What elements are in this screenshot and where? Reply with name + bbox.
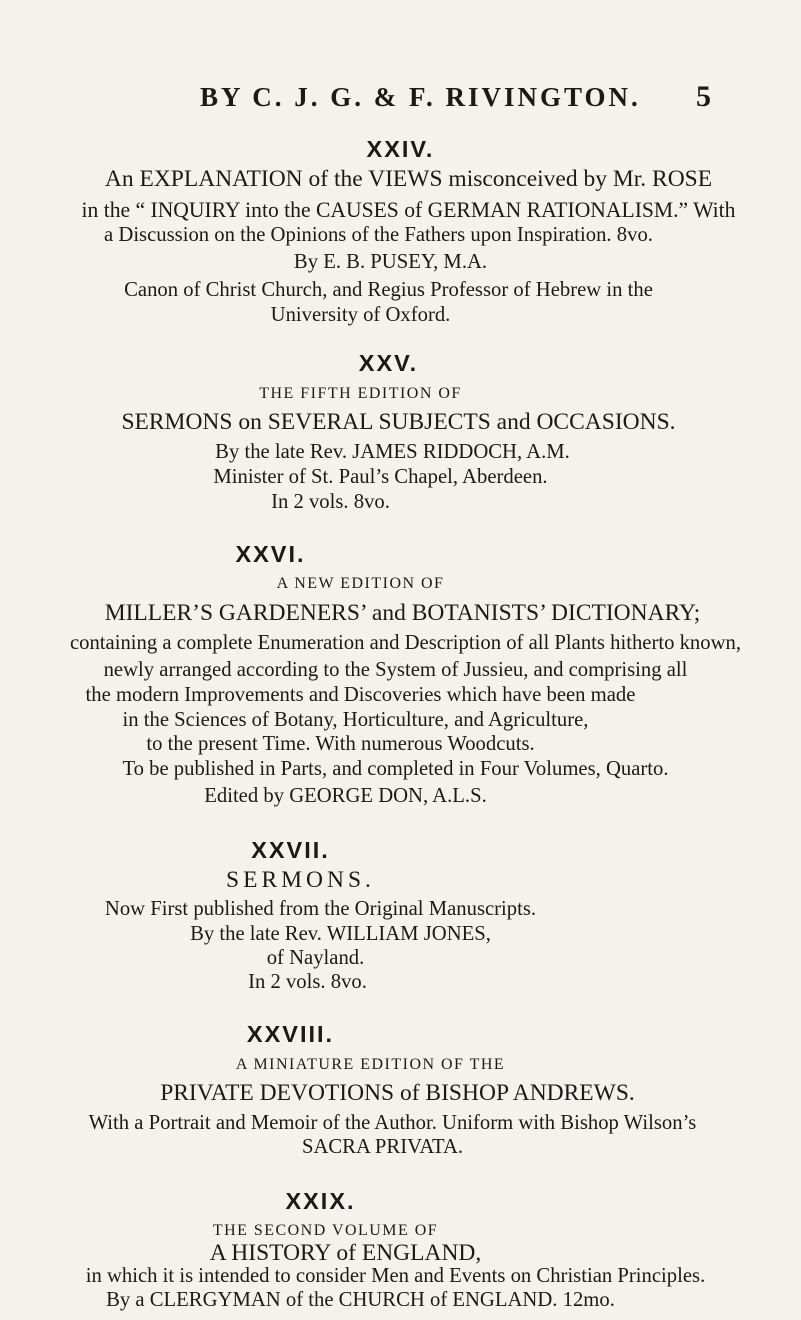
- entry-line: An EXPLANATION of the VIEWS misconceived by Mr. ROSE: [104, 166, 713, 193]
- entry-numeral: XXIX.: [285, 1187, 356, 1214]
- entry-line: By the late Rev. JAMES RIDDOCH, A.M.: [215, 440, 570, 463]
- entry-line: PRIVATE DEVOTIONS of BISHOP ANDREWS.: [160, 1080, 635, 1107]
- entry-line: Canon of Christ Church, and Regius Professor of Hebrew in the: [124, 278, 653, 301]
- entry-line: in which it is intended to consider Men and Events on Christian Principles.: [85, 1265, 706, 1288]
- entry-numeral: XXVIII.: [246, 1021, 335, 1048]
- entry-line: SACRA PRIVATA.: [301, 1135, 464, 1158]
- entry-line: Minister of St. Paul’s Chapel, Aberdeen.: [213, 465, 548, 488]
- entry-line: in the “ INQUIRY into the CAUSES of GERMAN RATIONALISM.” With: [81, 197, 736, 222]
- entry-line: In 2 vols. 8vo.: [271, 491, 390, 514]
- entry-line: MILLER’S GARDENERS’ and BOTANISTS’ DICTIONARY;: [104, 600, 701, 627]
- entry-numeral: XXIV.: [366, 136, 435, 162]
- page-number: 5: [696, 80, 711, 113]
- entry-line: SERMONS.: [226, 866, 375, 893]
- entry-numeral: XXVII.: [251, 837, 330, 864]
- entry-line: the modern Improvements and Discoveries which have been made: [85, 683, 636, 706]
- entry-line: THE FIFTH EDITION OF: [259, 384, 462, 402]
- entry-line: A NEW EDITION OF: [276, 575, 445, 593]
- entry-line: A HISTORY of ENGLAND,: [209, 1240, 482, 1267]
- entry-line: With a Portrait and Memoir of the Author. Uniform with Bishop Wilson’s: [88, 1111, 697, 1134]
- entry-line: In 2 vols. 8vo.: [248, 970, 367, 993]
- entry-line: to the present Time. With numerous Woodcuts.: [146, 733, 535, 756]
- entry-line: By a CLERGYMAN of the CHURCH of ENGLAND. 12mo.: [106, 1289, 615, 1311]
- entry-line: THE SECOND VOLUME OF: [212, 1222, 439, 1240]
- entry-line: containing a complete Enumeration and Description of all Plants hitherto known,: [69, 632, 742, 655]
- entry-numeral: XXV.: [358, 350, 419, 377]
- entry-line: Edited by GEORGE DON, A.L.S.: [204, 784, 487, 807]
- entry-line: a Discussion on the Opinions of the Fathers upon Inspiration. 8vo.: [104, 223, 653, 246]
- entry-line: in the Sciences of Botany, Horticulture, and Agriculture,: [122, 708, 589, 731]
- entry-numeral: XXVI.: [235, 540, 306, 567]
- entry-line: Now First published from the Original Manuscripts.: [104, 898, 537, 921]
- page-header: [0, 82, 801, 122]
- entry-line: By E. B. PUSEY, M.A.: [293, 251, 488, 274]
- entry-line: SERMONS on SEVERAL SUBJECTS and OCCASIONS.: [121, 409, 676, 436]
- entry-line: A MINIATURE EDITION OF THE: [235, 1055, 506, 1073]
- running-head: BY C. J. G. & F. RIVINGTON.: [200, 82, 641, 112]
- entry-line: By the late Rev. WILLIAM JONES,: [190, 923, 491, 946]
- entry-line: University of Oxford.: [270, 303, 451, 326]
- entry-line: To be published in Parts, and completed in Four Volumes, Quarto.: [122, 758, 669, 781]
- entry-line: newly arranged according to the System of Jussieu, and comprising all: [103, 659, 688, 682]
- entry-line: of Nayland.: [266, 946, 365, 969]
